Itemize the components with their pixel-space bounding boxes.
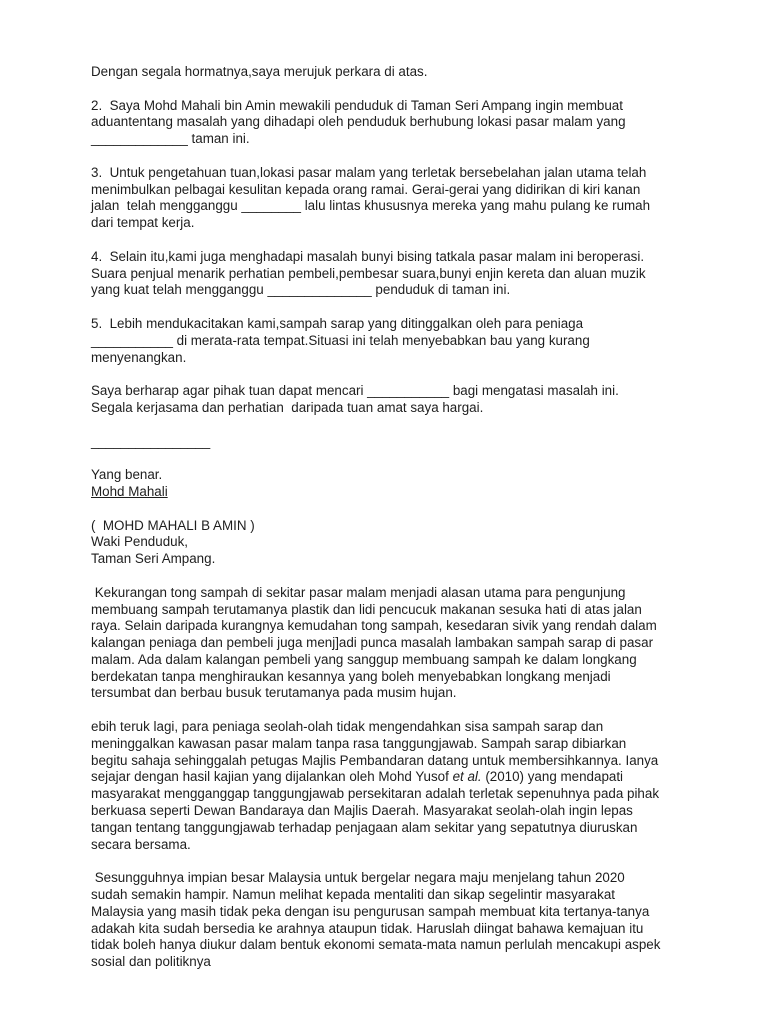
paragraph-3 [91, 165, 691, 232]
paragraph-line: begitu sahaja sehinggalah petugas Majlis Pembandaran datang untuk membersihkannya. Ianya [91, 752, 659, 768]
greeting: Dengan segala hormatnya,saya merujuk perkara di atas. [91, 64, 428, 79]
paragraph-line: ___________ di merata-rata tempat.Situasi ini telah menyebabkan bau yang kurang [91, 332, 590, 348]
paragraph-line: jalan telah mengganggu ________ lalu lintas khususnya mereka yang mahu pulang ke rumah [91, 198, 651, 214]
paragraph-line: menimbulkan pelbagai kesulitan kepada orang ramai. Gerai-gerai yang didirikan di kiri kanan [91, 181, 641, 197]
full-name: ( MOHD MAHALI B AMIN ) [91, 517, 255, 533]
paragraph-line: Suara penjual menarik perhatian pembeli,pembesar suara,bunyi enjin kereta dan aluan muzik [91, 265, 646, 281]
paragraph-line: Saya berharap agar pihak tuan dapat mencari ___________ bagi mengatasi masalah ini. [91, 383, 619, 399]
paragraph-line: 5. Lebih mendukacitakan kami,sampah sarap yang ditinggalkan oleh para peniaga [91, 315, 584, 331]
paragraph-line: 4. Selain itu,kami juga menghadapi masalah bunyi bising tatkala pasar malam ini beroperasi. [91, 248, 645, 264]
paragraph-line: kalangan peniaga dan pembeli juga menj]adi punca masalah lambakan sampah sarap di pasar [91, 635, 654, 651]
essay-paragraph-3 [91, 870, 691, 971]
paragraph-line: malam. Ada dalam kalangan pembeli yang sanggup membuang sampah ke dalam longkang [91, 651, 637, 667]
paragraph-line: sosial dan politiknya [91, 954, 211, 970]
citation-text-post: (2010) yang mendapati [481, 769, 624, 785]
paragraph-line: berdekatan tanpa menghiraukan kesannya yang boleh menyebabkan longkang menjadi [91, 668, 611, 684]
paragraph-line: Kekurangan tong sampah di sekitar pasar malam menjadi alasan utama para pengunjung [91, 584, 626, 600]
paragraph-line: sudah semakin hampir. Namun melihat kepada mentaliti dan sikap segelintir masyarakat [91, 887, 615, 903]
paragraph-4 [91, 249, 691, 299]
paragraph-line: 3. Untuk pengetahuan tuan,lokasi pasar malam yang terletak bersebelahan jalan utama telah [91, 164, 647, 180]
paragraph-line: secara bersama. [91, 836, 191, 852]
paragraph-line: yang kuat telah mengganggu ______________ penduduk di taman ini. [91, 282, 511, 298]
paragraph-line: ebih teruk lagi, para peniaga seolah-olah tidak mengendahkan sisa sampah sarap dan [91, 719, 604, 735]
citation-line [91, 769, 691, 786]
paragraph-line: tidak boleh hanya diukur dalam bentuk ekonomi semata-mata namun perlulah mencakupi aspek [91, 937, 661, 953]
document-page [91, 64, 691, 971]
paragraph-line: Sesungguhnya impian besar Malaysia untuk bergelar negara maju menjelang tahun 2020 [91, 870, 625, 886]
paragraph-line: berkuasa seperti Dewan Bandaraya dan Majlis Daerah. Masyarakat seolah-olah ingin lepas [91, 803, 633, 819]
paragraph-line: dari tempat kerja. [91, 215, 195, 231]
paragraph-line: Malaysia yang masih tidak peka dengan isu pengurusan sampah membuat kita tertanya-tanya [91, 903, 650, 919]
essay-paragraph-2 [91, 719, 691, 853]
signature-line: ________________ [91, 433, 211, 449]
paragraph-line: tangan tentang tanggungjawab terhadap penjagaan alam sekitar yang sepatutnya diuruskan [91, 819, 638, 835]
paragraph-line: raya. Selain daripada kurangnya kemudahan tong sampah, kesedaran sivik yang rendah dalam [91, 618, 657, 634]
paragraph-5 [91, 316, 691, 366]
role: Waki Penduduk, [91, 534, 189, 550]
citation-text-pre: sejajar dengan hasil kajian yang dijalankan oleh Mohd Yusof [91, 769, 453, 785]
signature-name: Mohd Mahali [91, 483, 168, 499]
paragraph-line: tersumbat dan berbau busuk terutamanya pada musim hujan. [91, 685, 457, 701]
paragraph-line: Segala kerjasama dan perhatian daripada tuan amat saya hargai. [91, 399, 484, 415]
paragraph-line: _____________ taman ini. [91, 131, 250, 147]
paragraph-line: menyenangkan. [91, 349, 187, 365]
essay-paragraph-1 [91, 585, 691, 703]
paragraph-line: meninggalkan kawasan pasar malam tanpa rasa tanggungjawab. Sampah sarap dibiarkan [91, 735, 627, 751]
paragraph-line: 2. Saya Mohd Mahali bin Amin mewakili penduduk di Taman Seri Ampang ingin membuat [91, 97, 623, 113]
citation-et-al: et al. [452, 769, 482, 785]
paragraph-line: masyarakat mengganggap tanggungjawab persekitaran adalah terletak sepenuhnya pada pihak [91, 786, 660, 802]
yang-benar: Yang benar. [91, 467, 163, 483]
paragraph-line: aduantentang masalah yang dihadapi oleh penduduk berhubung lokasi pasar malam yang [91, 114, 626, 130]
place: Taman Seri Ampang. [91, 551, 216, 567]
paragraph-line: adakah kita sudah bersedia ke arahnya ataupun tidak. Haruslah diingat bahawa kemajuan itu [91, 920, 644, 936]
paragraph-line: membuang sampah terutamanya plastik dan lidi pencucuk makanan sesuka hati di atas jalan [91, 601, 642, 617]
closing-paragraph [91, 383, 691, 417]
paragraph-2 [91, 98, 691, 148]
